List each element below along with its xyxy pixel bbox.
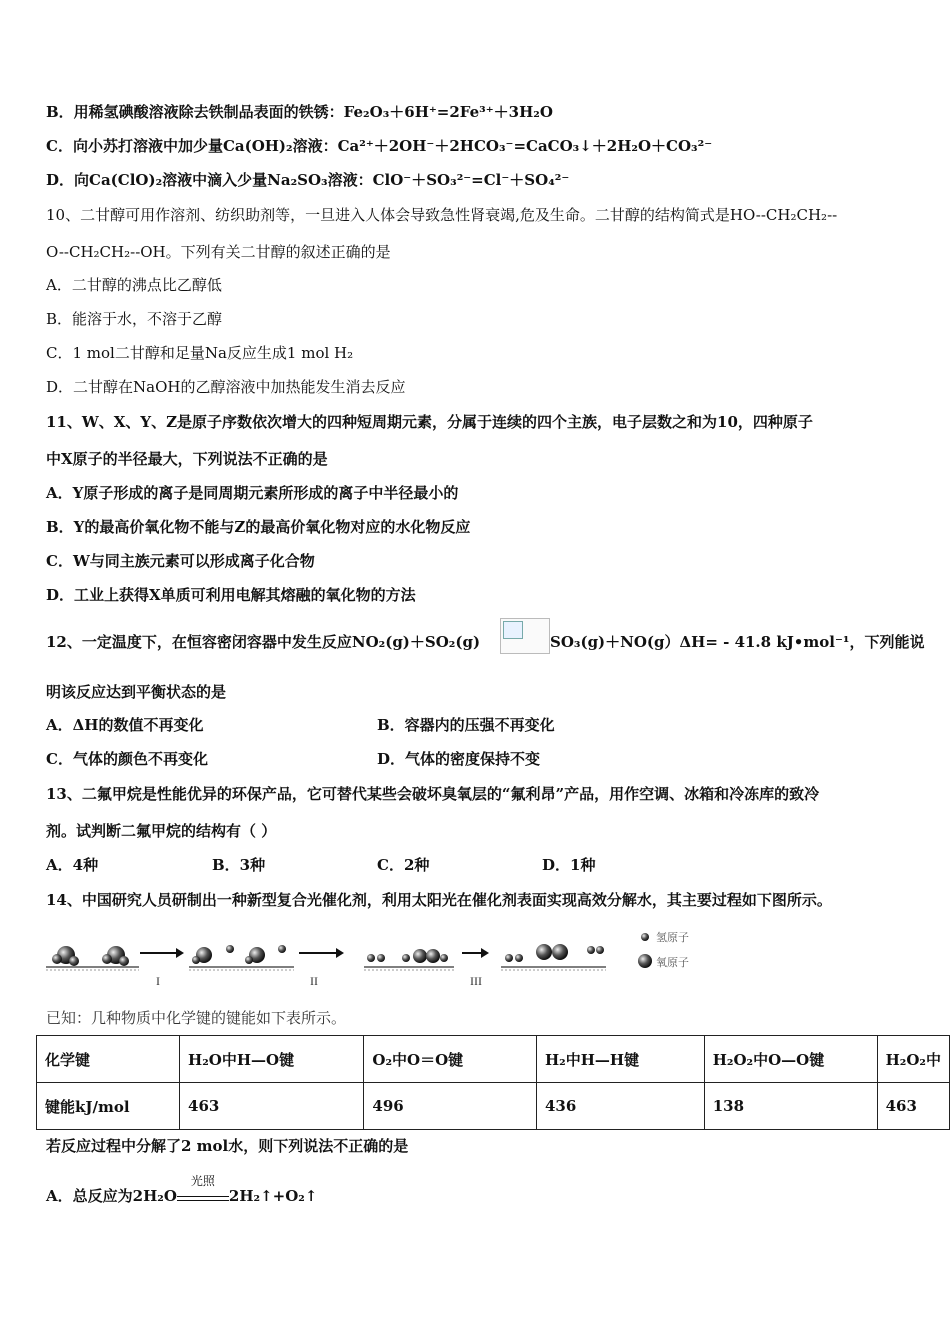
catalyst-surface-1 [46,967,139,970]
hydrogen-atom [505,954,513,962]
q10-option-d: D．二甘醇在NaOH的乙醇溶液中加热能发生消去反应 [46,378,406,396]
q12-option-a: A．ΔH的数值不再变化 [46,716,204,734]
table-cell: 463 [877,1083,949,1130]
q14-option-a-post: 2H₂↑+O₂↑ [228,1187,318,1205]
hydrogen-atom [102,954,112,964]
double-bar [177,1196,229,1201]
q14-question: 若反应过程中分解了2 mol水，则下列说法不正确的是 [46,1137,409,1155]
q11-stem-line1: 11、W、X、Y、Z是原子序数依次增大的四种短周期元素，分属于连续的四个主族，电子层数之和为10，四种原子 [46,413,813,431]
q9-option-d: D．向Ca(ClO)₂溶液中滴入少量Na₂SO₃溶液：ClO⁻＋SO₃²⁻=Cl⁻＋SO₄²⁻ [46,171,570,189]
reversible-arrow-image [500,618,550,654]
q12-stem-line1-post: SO₃(g)＋NO(g）ΔH= - 41.8 kJ•mol⁻¹，下列能说 [550,633,925,651]
q11-option-b: B．Y的最高价氧化物不能与Z的最高价氧化物对应的水化物反应 [46,518,471,536]
table-row [37,1083,950,1130]
q10-option-a: A．二甘醇的沸点比乙醇低 [46,276,222,294]
step-3-label: III [470,974,482,988]
q11-option-c: C．W与同主族元素可以形成离子化合物 [46,552,315,570]
table-header-cell: H₂O中H—O键 [180,1036,364,1083]
q14-stem: 14、中国研究人员研制出一种新型复合光催化剂，利用太阳光在催化剂表面实现高效分解水，其主要过程如下图所示。 [46,891,832,909]
table-header-cell: H₂中H—H键 [537,1036,705,1083]
q9-option-c: C．向小苏打溶液中加少量Ca(OH)₂溶液：Ca²⁺＋2OH⁻＋2HCO₃⁻=CaCO₃↓＋2H₂O＋CO₃²⁻ [46,137,713,155]
arrow-step-2 [299,948,344,958]
q12-stem-line2: 明该反应达到平衡状态的是 [46,683,227,701]
q10-stem-line1: 10、二甘醇可用作溶剂、纺织助剂等，一旦进入人体会导致急性肾衰竭,危及生命。二甘醇的结构简式是HO--CH₂CH₂-- [46,206,838,224]
table-header-row [37,1036,950,1083]
hydrogen-atom [377,954,385,962]
legend-oxygen-icon [638,954,652,968]
table-header-cell: 化学键 [37,1036,180,1083]
table-header-cell: H₂O₂中O—O键 [704,1036,877,1083]
q11-option-d: D．工业上获得X单质可利用电解其熔融的氧化物的方法 [46,586,416,604]
q14-known-text: 已知：几种物质中化学键的键能如下表所示。 [46,1009,347,1027]
step-1-label: I [156,974,160,988]
q14-option-a [46,1174,318,1206]
legend-hydrogen-label: 氢原子 [656,932,689,944]
q12-option-c: C．气体的颜色不再变化 [46,750,208,768]
q11-stem-line2: 中X原子的半径最大，下列说法不正确的是 [46,450,328,468]
hydrogen-atom [515,954,523,962]
table-cell: 463 [180,1083,364,1130]
legend-hydrogen-icon [641,933,649,941]
step-2-label: II [310,974,318,988]
catalyst-surface-4 [501,967,606,970]
broken-image-icon [503,621,523,639]
condition-equals-sign [177,1174,229,1201]
q13-stem-line1: 13、二氟甲烷是性能优异的环保产品，它可替代某些会破坏臭氧层的“氟利昂”产品，用作空调、冰箱和冷冻库的致冷 [46,785,820,803]
q13-option-a: A．4种 [46,856,99,874]
legend-oxygen-label: 氧原子 [656,957,689,969]
oxygen-atom [536,944,552,960]
q13-option-c: C．2种 [377,856,430,874]
arrow-step-3 [462,948,489,958]
oxygen-atom [552,944,568,960]
hydrogen-atom [226,945,234,953]
catalyst-surface-3 [364,967,454,970]
table-header-cell: H₂O₂中 [877,1036,949,1083]
q13-option-b: B．3种 [212,856,266,874]
q10-option-c: C．1 mol二甘醇和足量Na反应生成1 mol H₂ [46,344,354,362]
bond-energy-table [36,1035,950,1130]
table-cell: 138 [704,1083,877,1130]
table-row-label: 键能kJ/mol [37,1083,180,1130]
q9-option-b: B．用稀氢碘酸溶液除去铁制品表面的铁锈：Fe₂O₃＋6H⁺=2Fe³⁺＋3H₂O [46,103,553,121]
q13-option-d: D．1种 [542,856,596,874]
hydrogen-atom [278,945,286,953]
arrow-step-1 [140,948,184,958]
q11-option-a: A．Y原子形成的离子是同周期元素所形成的离子中半径最小的 [46,484,459,502]
hydrogen-atom [402,954,410,962]
q13-stem-line2: 剂。试判断二氟甲烷的结构有（ ） [46,822,277,840]
hydrogen-atom [587,946,595,954]
hydrogen-atom [440,954,448,962]
hydrogen-atom [52,954,62,964]
catalyst-surface-2 [189,967,294,970]
hydrogen-atom [192,956,200,964]
hydrogen-atom [596,946,604,954]
oxygen-atom [426,949,440,963]
hydrogen-atom [119,956,129,966]
hydrogen-atom [245,956,253,964]
hydrogen-atom [367,954,375,962]
q10-option-b: B．能溶于水，不溶于乙醇 [46,310,223,328]
table-cell: 436 [537,1083,705,1130]
table-header-cell: O₂中O＝O键 [364,1036,537,1083]
oxygen-atom [413,949,427,963]
q10-stem-line2: O--CH₂CH₂--OH。下列有关二甘醇的叙述正确的是 [46,243,391,261]
water-splitting-diagram [44,925,704,995]
q12-stem-line1-pre: 12、一定温度下，在恒容密闭容器中发生反应NO₂(g)＋SO₂(g) [46,633,481,651]
q12-option-d: D．气体的密度保持不变 [377,750,541,768]
q14-option-a-pre: A．总反应为2H₂O [46,1187,177,1205]
condition-label: 光照 [190,1174,215,1188]
hydrogen-atom [69,956,79,966]
q12-option-b: B．容器内的压强不再变化 [377,716,555,734]
table-cell: 496 [364,1083,537,1130]
